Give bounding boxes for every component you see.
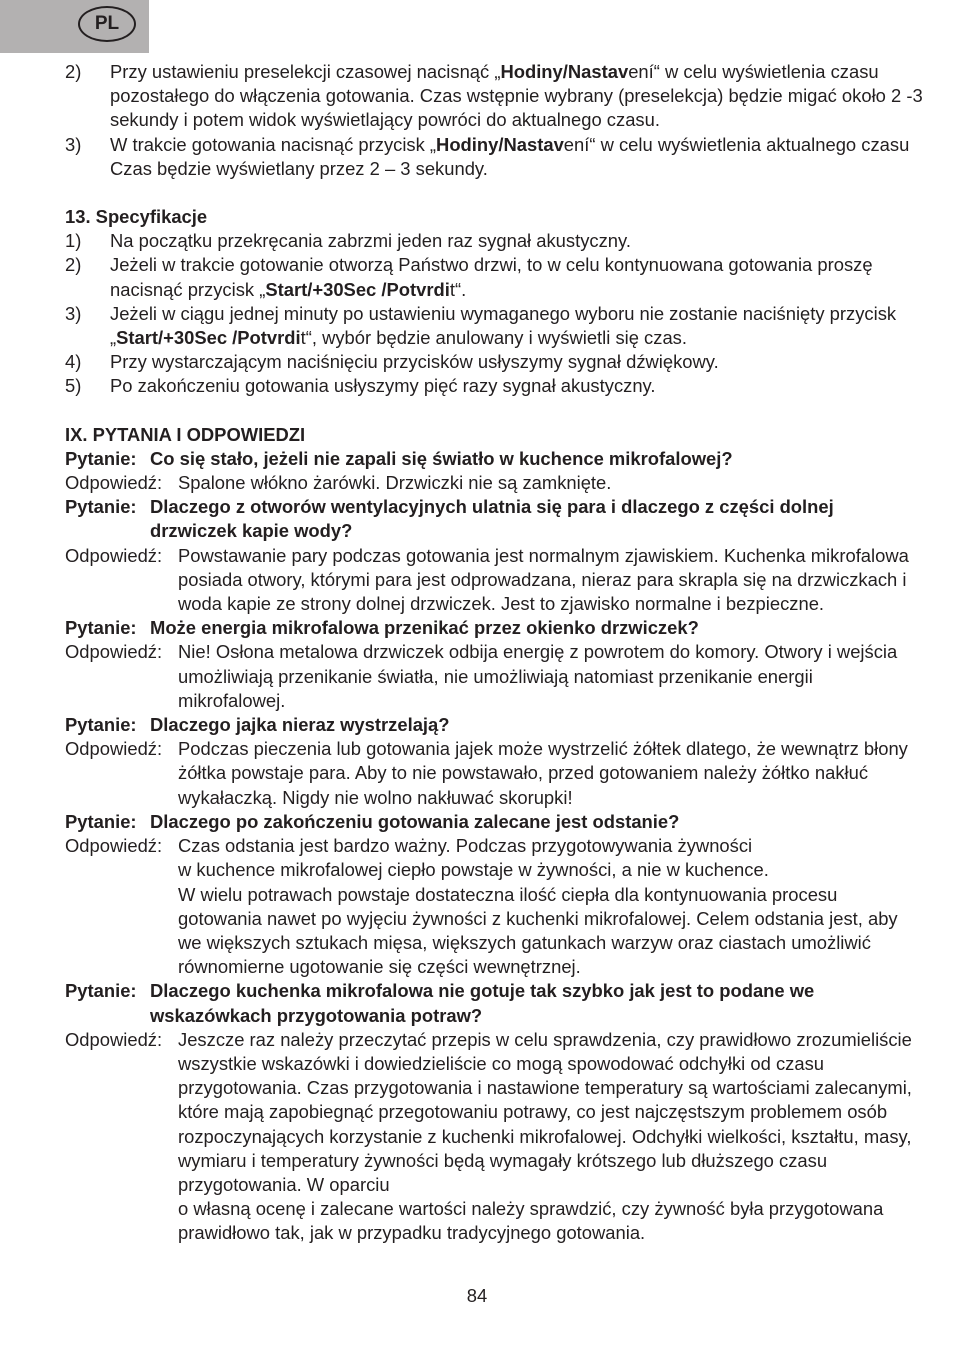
faq-section	[65, 423, 925, 1246]
question-text: Może energia mikrofalowa przenikać przez okienko drzwiczek?	[150, 617, 699, 639]
answer-text: Podczas pieczenia lub gotowania jajek może wystrzelić żółtek dlatego, że wewnątrz błony żółtka powstaje para. Aby to nie powstawało, przed gotowaniem należy żółtko nakłuć wykałaczką. Nigdy nie wolno nakłuwać skorupki!	[178, 738, 908, 808]
faq-question	[65, 495, 925, 543]
answer-label: Odpowiedź:	[65, 544, 163, 566]
page-content	[65, 60, 925, 1246]
question-label: Pytanie:	[65, 496, 137, 518]
answer-text: Nie! Osłona metalowa drzwiczek odbija energię z powrotem do komory. Otwory i wejścia umożliwiają przenikanie światła, nie umożliwiają natomiast przenikanie energii mikrofalowej.	[178, 641, 898, 711]
item-text: Po zakończeniu gotowania usłyszymy pięć razy sygnał akustyczny.	[110, 375, 656, 397]
answer-text: w kuchence mikrofalowej ciepło powstaje w żywności, a nie w kuchence.	[178, 859, 769, 881]
answer-label: Odpowiedź:	[65, 472, 163, 494]
question-text: Co się stało, jeżeli nie zapali się światło w kuchence mikrofalowej?	[150, 447, 733, 469]
faq-answer	[65, 544, 925, 617]
question-label: Pytanie:	[65, 447, 137, 469]
list-item	[65, 253, 925, 301]
question-label: Pytanie:	[65, 980, 137, 1002]
faq-answer	[65, 640, 925, 713]
item-text: W trakcie gotowania nacisnąć przycisk „Hodiny/Nastavení“ w celu wyświetlenia aktualnego czasu Czas będzie wyświetlany przez 2 – 3 sekundy.	[110, 133, 910, 179]
question-text: Dlaczego po zakończeniu gotowania zalecane jest odstanie?	[150, 810, 680, 832]
list-item	[65, 60, 925, 133]
faq-question	[65, 713, 925, 737]
item-number: 3)	[65, 133, 82, 155]
spec-section	[65, 205, 925, 399]
faq-answer	[65, 1028, 925, 1246]
item-number: 5)	[65, 375, 82, 397]
language-tab	[0, 0, 149, 53]
question-label: Pytanie:	[65, 810, 137, 832]
language-badge	[78, 6, 136, 42]
item-text: Jeżeli w trakcie gotowanie otworzą Państwo drzwi, to w celu kontynuowana gotowania proszę nacisnąć przycisk „Start/+30Sec /Potvrdit“.	[110, 254, 873, 300]
item-number: 1)	[65, 230, 82, 252]
answer-text: Jeszcze raz należy przeczytać przepis w celu sprawdzenia, czy prawidłowo zrozumieliście wszystkie wskazówki i dowiedzieliście co mogą spowodować odchyłki od czasu przygotowania. Czas przygotowania i nastawione temperatury są wartościami zalecanymi, które mają zapobiegnąć przegotowaniu potrawy, co jest najczęstszym problemem osób rozpoczynających korzystanie z kuchenki mikrofalowej. Odchyłki wielkości, kształtu, masy, wymiaru i temperatury żywności będą wymagały krótszego lub dłuższego czasu przygotowania. W oparciu	[178, 1028, 912, 1195]
section-heading: 13. Specyfikacje	[65, 206, 208, 228]
answer-label: Odpowiedź:	[65, 1028, 163, 1050]
answer-label: Odpowiedź:	[65, 738, 163, 760]
answer-text: W wielu potrawach powstaje dostateczna ilość ciepła dla kontynuowania procesu gotowania nawet po wyjęciu żywności z kuchenki mikrofalowej. Celem odstania jest, aby we większych sztukach mięsa, większych gatunkach warzyw oraz ciastach umożliwić równomierne ugotowanie się części wewnętrznej.	[178, 883, 898, 978]
answer-label: Odpowiedź:	[65, 835, 163, 857]
list-item	[65, 350, 925, 374]
item-text: Jeżeli w ciągu jednej minuty po ustawieniu wymaganego wyboru nie zostanie naciśnięty przycisk „Start/+30Sec /Potvrdit“, wybór będzie anulowany i wyświetli się czas.	[110, 302, 897, 349]
answer-label: Odpowiedź:	[65, 641, 163, 663]
section-heading: IX. PYTANIA I ODPOWIEDZI	[65, 423, 306, 445]
list-item	[65, 374, 925, 398]
question-label: Pytanie:	[65, 714, 137, 736]
faq-answer	[65, 834, 925, 979]
answer-text: Spalone włókno żarówki. Drzwiczki nie są zamknięte.	[178, 472, 612, 494]
faq-answer	[65, 471, 925, 495]
intro-list	[65, 60, 925, 181]
faq-question	[65, 979, 925, 1027]
language-code: PL	[94, 12, 120, 34]
faq-question	[65, 810, 925, 834]
question-text: Dlaczego z otworów wentylacyjnych ulatnia się para i dlaczego z części dolnej drzwiczek kapie wody?	[150, 496, 834, 542]
answer-text: Czas odstania jest bardzo ważny. Podczas przygotowywania żywności	[178, 835, 753, 857]
list-item	[65, 229, 925, 253]
answer-text: o własną ocenę i zalecane wartości należy sprawdzić, czy żywność była przygotowana prawidłowo tak, jak w przypadku tradycyjnego gotowania.	[178, 1198, 884, 1244]
item-number: 4)	[65, 351, 82, 373]
list-item	[65, 133, 925, 181]
faq-question	[65, 447, 925, 471]
item-number: 2)	[65, 254, 82, 276]
item-number: 3)	[65, 302, 82, 324]
list-item	[65, 302, 925, 350]
answer-text: Powstawanie pary podczas gotowania jest normalnym zjawiskiem. Kuchenka mikrofalowa posiada otwory, którymi para jest odprowadzana, nieraz para skrapla się na drzwiczkach i woda kapie ze strony dolnej drzwiczek. Jest to zjawisko normalne i bezpieczne.	[178, 544, 909, 615]
item-text: Przy wystarczającym naciśnięciu przycisków usłyszymy sygnał dźwiękowy.	[110, 351, 719, 373]
faq-answer	[65, 737, 925, 810]
question-label: Pytanie:	[65, 617, 137, 639]
page-number: 84	[466, 1285, 488, 1306]
faq-question	[65, 616, 925, 640]
question-text: Dlaczego kuchenka mikrofalowa nie gotuje tak szybko jak jest to podane we wskazówkach przygotowania potraw?	[150, 980, 815, 1026]
question-text: Dlaczego jajka nieraz wystrzelają?	[150, 714, 450, 736]
item-number: 2)	[65, 61, 82, 82]
item-text: Przy ustawieniu preselekcji czasowej nacisnąć „Hodiny/Nastavení“ w celu wyświetlenia czasu pozostałego do włączenia gotowania. Czas wstępnie wybrany (preselekcja) będzie migać około 2 -3 sekundy i potem widok wyświetlający powróci do aktualnego czasu.	[110, 61, 923, 131]
item-text: Na początku przekręcania zabrzmi jeden raz sygnał akustyczny.	[110, 230, 631, 252]
